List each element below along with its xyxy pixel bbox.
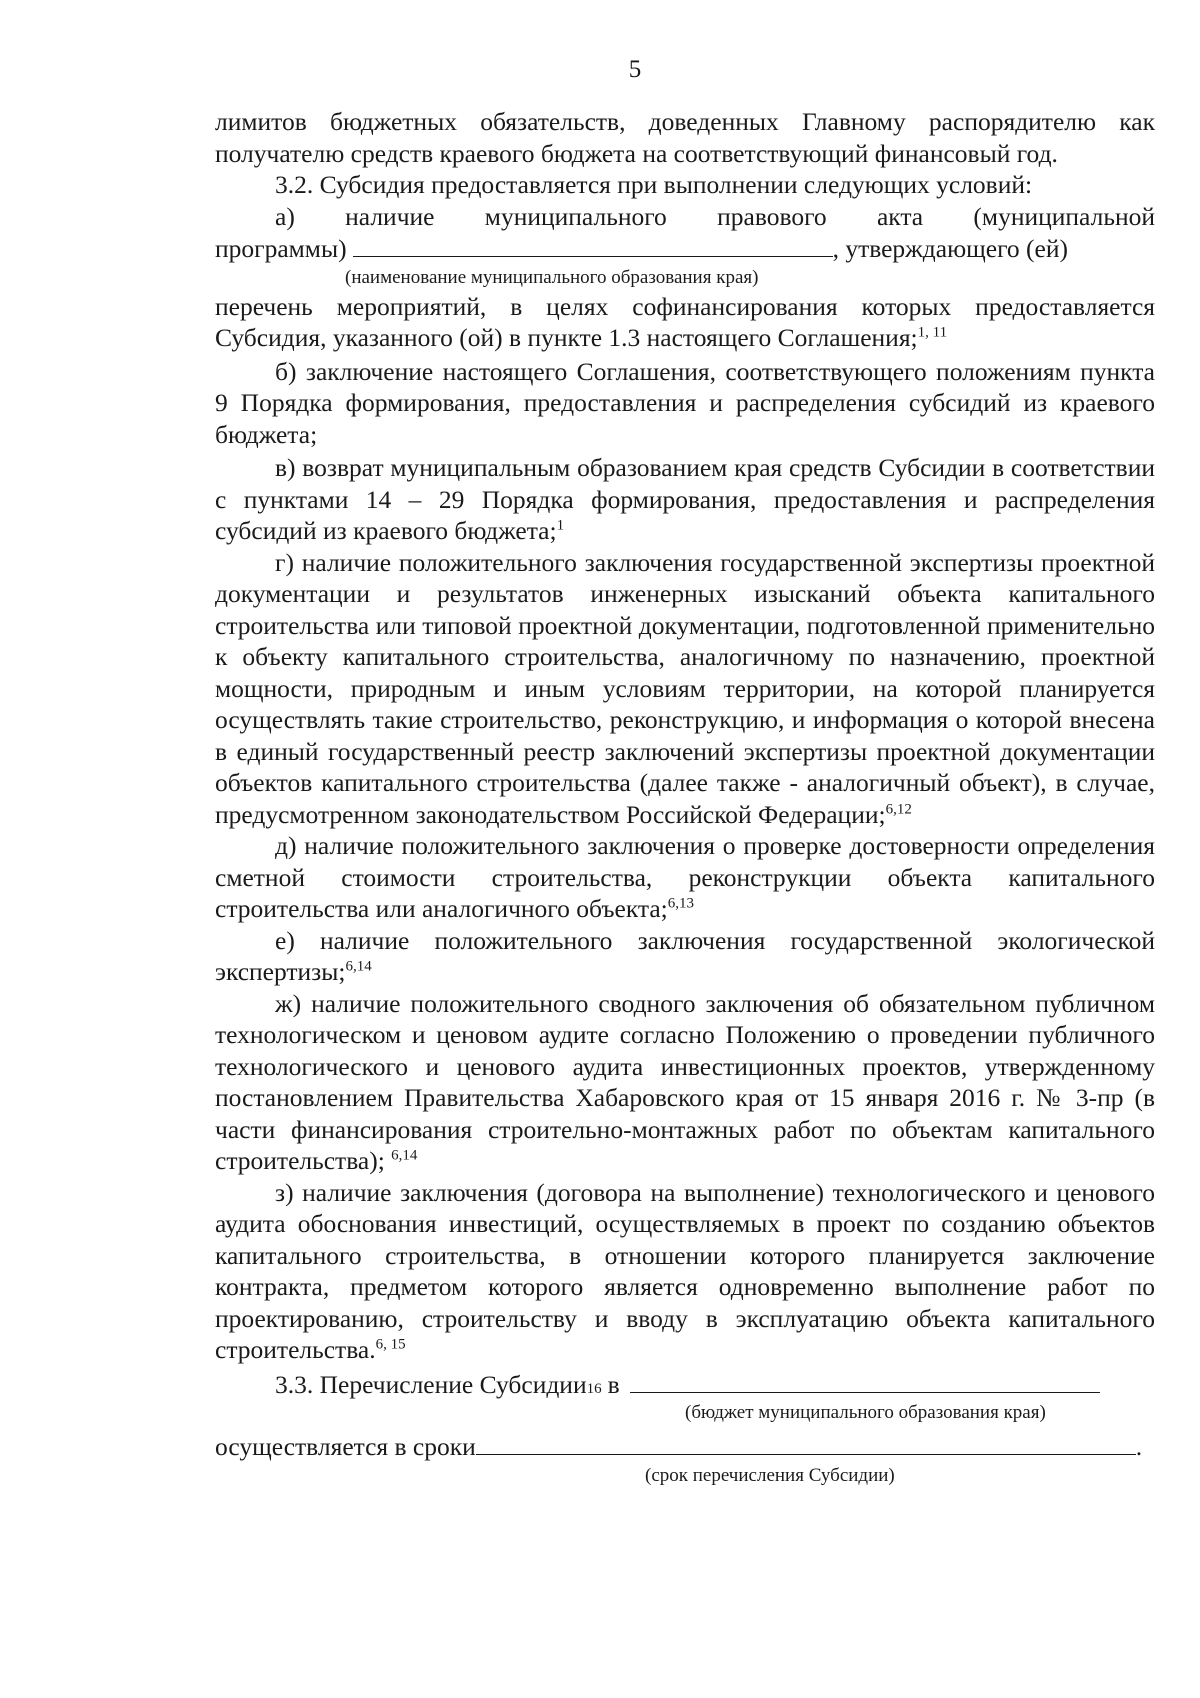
budget-blank-line (630, 1368, 1100, 1393)
municipality-blank-line (353, 232, 833, 257)
footnote-ref: 1, 11 (917, 324, 948, 341)
term-row (215, 1430, 1155, 1463)
item-e (215, 925, 1155, 988)
hint-budget: (бюджет муниципального образования края) (685, 1402, 1046, 1423)
item-g (215, 547, 1155, 831)
footnote-ref: 1 (556, 517, 565, 534)
item-d-text: д) наличие положительного заключения о проверке достоверности определения сметной стоимости строительства, реконструкции объекта капитального строительства или аналогичного объекта; (215, 831, 1155, 923)
footnote-ref: 6,14 (391, 1147, 418, 1164)
paragraph-limits: лимитов бюджетных обязательств, доведенных Главному распорядителю как получателю средств краевого бюджета на соответствующий финансовый год. (215, 107, 1155, 168)
hint-term: (срок перечисления Субсидии) (645, 1464, 895, 1486)
item-z (215, 1177, 1155, 1366)
item-zh-text: ж) наличие положительного сводного заключения об обязательном публичном технологическом и ценовом аудите согласно Положению о проведении публичного технологического и ценового аудита инвестиционных проектов, утвержденному постановлением Правительства Хабаровского края от 15 января 2016 г. № 3-пр (в части финансирования строительно-монтажных работ по объектам капитального строительства); (215, 988, 1155, 1175)
footnote-ref: 6,14 (345, 958, 372, 975)
footnote-ref: 6,13 (667, 895, 694, 912)
paragraph-3-3-text: 3.3. Перечисление Субсидии (275, 1369, 587, 1399)
item-a-approving: , утверждающего (ей) (832, 234, 1068, 263)
term-label: осуществляется в сроки (215, 1432, 476, 1461)
item-a-rest-text: перечень мероприятий, в целях софинансирования которых предоставляется Субсидия, указанного (ой) в пункте 1.3 настоящего Соглашения; (215, 291, 1155, 352)
page-number: 5 (628, 56, 642, 83)
term-end: . (1135, 1432, 1143, 1461)
term-blank-line (476, 1430, 1136, 1455)
item-a-line1: а) наличие муниципального правового акта (муниципальной (275, 201, 1155, 231)
footnote-ref: 6, 15 (375, 1336, 406, 1353)
paragraph-3-3-row: 3.3. Перечисление Субсидии 16 в (215, 1368, 1155, 1401)
footnote-ref: 6,12 (885, 801, 912, 817)
item-e-text: е) наличие положительного заключения государственной экологической экспертизы; (215, 925, 1155, 986)
item-v-text: в) возврат муниципальным образованием края средств Субсидии в соответствии с пунктами 14 – 29 Порядка формирования, предоставления и распределения субсидий из краевого бюджета; (215, 453, 1155, 545)
document-body (215, 106, 1155, 1489)
item-a-program-row (215, 232, 1155, 265)
item-g-text: г) наличие положительного заключения государственной экспертизы проектной документации и результатов инженерных изысканий объекта капитального строительства или типовой проектной документации, подготовленной применительно к объекту капитального строительства, аналогичному по назначению, проектной мощности, природным и иным условиям территории, на которой планируется осуществлять такие строительство, реконструкцию, и информация о которой внесена в единый государственный реестр заключений экспертизы проектной документации объектов капитального строительства (далее также - аналогичный объект), в случае, предусмотренном законодательством Российской Федерации; (215, 547, 1155, 829)
paragraph-3-2: 3.2. Субсидия предоставляется при выполнении следующих условий: (275, 170, 1033, 199)
item-z-text: з) наличие заключения (договора на выполнение) технологического и ценового аудита обоснования инвестиций, осуществляемых в проект по созданию объектов капитального строительства, в отношении которого планируется заключение контракта, предметом которого является одновременно выполнение работ по проектированию, строительству и вводу в эксплуатацию объекта капитального строительства. (215, 1177, 1155, 1364)
item-v (215, 452, 1155, 547)
paragraph-3-3-v: в (607, 1369, 620, 1399)
item-a-programmy: программы) (215, 234, 347, 263)
hint-municipality: (наименование муниципального образования края) (345, 266, 759, 288)
item-d (215, 830, 1155, 925)
item-b: б) заключение настоящего Соглашения, соответствующего положениям пункта 9 Порядка формирования, предоставления и распределения субсидий из краевого бюджета; (215, 356, 1155, 449)
item-zh (215, 988, 1155, 1177)
item-a-rest (215, 291, 1155, 354)
